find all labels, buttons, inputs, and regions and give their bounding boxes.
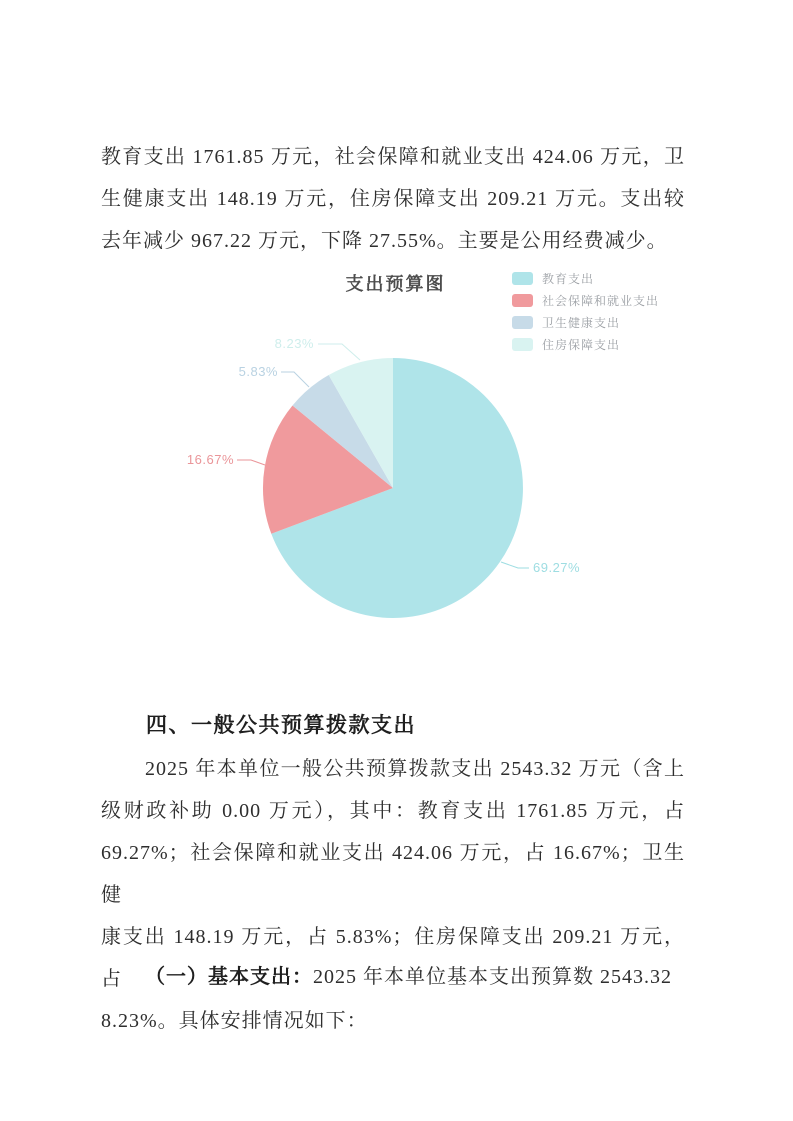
intro-paragraph <box>101 136 685 262</box>
paragraph-line: 生健康支出 148.19 万元，住房保障支出 209.21 万元。支出较 <box>101 188 685 210</box>
pie-label: 69.27% <box>533 560 581 575</box>
paragraph-line: 教育支出 1761.85 万元，社会保障和就业支出 424.06 万元，卫 <box>101 146 685 168</box>
pie-label: 5.83% <box>238 364 278 379</box>
paragraph-line: 康支出 148.19 万元，占 5.83%；住房保障支出 209.21 万元，占 <box>101 926 685 990</box>
pie-leader-line <box>237 460 265 465</box>
legend-label: 社会保障和就业支出 <box>542 293 660 308</box>
chart-title: 支出预算图 <box>345 274 446 294</box>
pie-leader-line <box>318 344 360 360</box>
pie-leader-line <box>501 562 529 568</box>
pie-leader-line <box>281 372 309 387</box>
paragraph-line: 69.27%；社会保障和就业支出 424.06 万元，占 16.67%；卫生健 <box>101 842 685 906</box>
pie-chart-svg <box>170 263 670 663</box>
legend-label: 卫生健康支出 <box>542 315 621 330</box>
paragraph-line: 级财政补助 0.00 万元），其中：教育支出 1761.85 万元，占 <box>101 800 685 822</box>
legend-label: 住房保障支出 <box>542 337 621 352</box>
paragraph-text: 2025 年本单位基本支出预算数 2543.32 <box>313 966 672 988</box>
paragraph-bold-lead: （一）基本支出： <box>145 966 313 988</box>
pie-label: 8.23% <box>274 336 314 351</box>
basic-expenditure-paragraph <box>101 956 685 998</box>
paragraph-line: 2025 年本单位一般公共预算拨款支出 2543.32 万元（含上 <box>145 758 685 780</box>
paragraph-line: 8.23%。具体安排情况如下： <box>101 1010 368 1032</box>
pie-label: 16.67% <box>186 452 234 467</box>
paragraph-line: 去年减少 967.22 万元，下降 27.55%。主要是公用经费减少。 <box>101 230 668 252</box>
legend-label: 教育支出 <box>542 271 595 286</box>
section-heading: 四、一般公共预算拨款支出 <box>146 713 416 737</box>
paragraph-line <box>101 956 685 998</box>
